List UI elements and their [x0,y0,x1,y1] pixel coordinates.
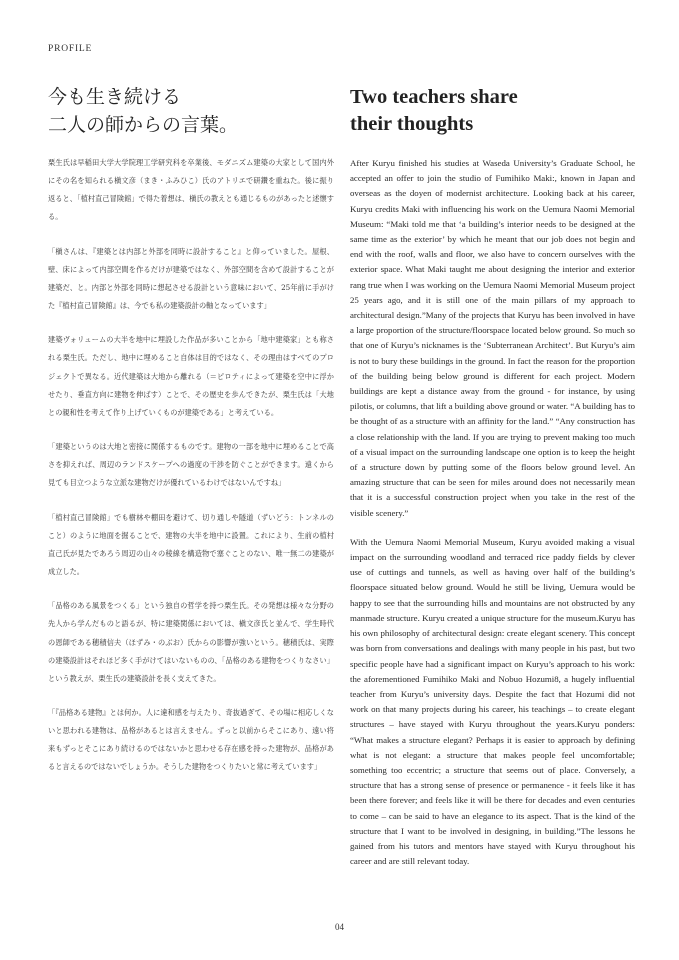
japanese-column [48,154,334,793]
page-number: 04 [335,922,344,932]
en-paragraph: After Kuryu finished his studies at Waseda University’s Graduate School, he accepted an offer to join the studio of Fumihiko Maki:, known in Japan and overseas as the doyen of modernist architecture. Looking back at his career, Kuryu credits Maki with influencing his work on the Uemura Naomi Memorial Museum: “Maki told me that ‘a building’s interior needs to be designed at the same time as the exterior’ by which he meant that our job does not begin and end with the roof, walls and floor, we also have to concern ourselves with the exterior space. What Maki taught me about designing the interior and exterior rang true when I was working on the Uemura Naomi Memorial Museum project 25 years ago, and it is still one of the main pillars of my approach to architectural design.”Many of the projects that Kuryu has been involved in have a large proportion of the structure/floorspace located below ground. So much so that one of Kuryu’s nicknames is the ‘Subterranean Architect’. But Kuryu’s aim is not to bury these buildings in the ground. In fact the reason for the proportion of the building being below ground is different for each project. Modern buildings are kept a distance away from the ground - for instance, by using pilotis, or columns, that lift a building above ground or water. “A building has to be thought of as a structure with an affinity for the land.” “Any construction has a close relationship with the land. If you are trying to prevent making too much of a visual impact on the surrounding landscape one option is to keep the height of a structure down by putting some of the floors below ground level. An amazing structure that can be seen for miles around does not necessarily mean that it is a successful construction project when you take in the rest of the visible scenery.” [350,158,635,518]
jp-paragraph: 「植村直己冒険館」でも樹林や棚田を避けて、切り通しや隧道（ずいどう：トンネルのこと）のように地面を掘ることで、建物の大半を地中に設置。これにより、生前の植村直己氏が見たであろう周辺の山々の稜線を構造物で塞ぐことのない、唯一無二の建築が成立した。 [48,512,334,576]
jp-paragraph: 「品格のある風景をつくる」という独自の哲学を持つ栗生氏。その発想は様々な分野の先人から学んだものと語るが、特に建築関係においては、槇文彦氏と並んで、学生時代の恩師である穂積信夫（ほずみ・のぶお）氏からの影響が強いという。穂積氏は、実際の建築設計はそれほど多く手がけてはいないものの、「品格のある建物をつくりなさい」という教えが、栗生氏の建築設計を長く支えてきた。 [48,601,334,683]
jp-paragraph: 「建築というのは大地と密接に関係するものです。建物の一部を地中に埋めることで高さを抑えれば、周辺のランドスケープへの過度の干渉を防ぐことができます。遠くから見ても目立つような立派な建物だけが優れているわけではないんですね」 [48,442,334,488]
jp-paragraph: 建築ヴォリュームの大半を地中に埋設した作品が多いことから「地中建築家」とも称される栗生氏。ただし、地中に埋めること自体は目的ではなく、その理由はすべてのプロジェクトで異なる。近代建築は大地から離れる（＝ピロティによって建築を空中に浮かせたり、垂直方向に建物を伸ばす）ことで、その歴史を歩んできたが、栗生氏は「大地との親和性を考えて作り上げていくものが建築である」と考えている。 [48,335,334,417]
jp-paragraph: 「槇さんは、『建築とは内部と外部を同時に設計すること』と仰っていました。屋根、壁、床によって内部空間を作るだけが建築ではなく、外部空間を含めて設計することが建築だ、と。内部と外部を同時に想起させる設計という意味において、25年前に手がけた『植村直己冒険館』は、今でも私の建築設計の軸となっています」 [48,246,334,310]
jp-paragraph: 「『品格ある建物』とは何か。人に違和感を与えたり、奇抜過ぎて、その場に相応しくないと思われる建物は、品格があるとは言えません。ずっと以前からそこにあり、遠い将来もずっとそこにあり続けるのではないかと思わせる存在感を持った建物が、品格があると言えるのではないでしょうか。そうした建物をつくりたいと常に考えています」 [48,708,334,772]
english-title: Two teachers share their thoughts [350,85,518,135]
english-column [350,156,635,883]
jp-paragraph: 栗生氏は早稲田大学大学院理工学研究科を卒業後、モダニズム建築の大家として国内外にその名を知られる槇文彦（まき・ふみひこ）氏のアトリエで研鑽を重ねた。後に振り返ると、「植村直己冒険館」で得た着想は、槇氏の教えとも通じるものがあったと述懐する。 [48,158,334,222]
japanese-title: 今も生き続ける 二人の師からの言葉。 [48,85,239,136]
en-paragraph: With the Uemura Naomi Memorial Museum, Kuryu avoided making a visual impact on the surrounding woodland and terraced rice paddy fields by clever use of cuttings and tunnels, as well as having over half of the building’s floorspace situated below ground. Would he still be living, Uemura would be happy to see that the surrounding hills and mountains are not obstructed by any manmade structure. Kuryu created a unique structure for the museum.Kuryu has his own philosophy of architectural design: create elegant scenery. This concept was born from conversations and dealings with many people in his past, but two specific people have had a significant impact on Kuryu’s approach to his work: the aforementioned Fumihiko Maki and Nobuo Hozumi8, a hugely influential teacher from Kuryu’s university days. Despite the fact that Hozumi did not work on that many projects during his career, his teachings – to create elegant structures – have stayed with Kuryu throughout the years.Kuryu ponders: “What makes a structure elegant? Perhaps it is easier to approach by defining what is not elegant: a structure that makes people feel uncomfortable; something too eccentric; a structure that seems out of place. Conversely, a structure that has a strong sense of presence or permanence - it feels like it has been there forever; and feels like it will be there for decades and even centuries to come – can be said to have an elegance to its aspect. That is the kind of the structure that I want to be involved in designing, in building.”The lessons he gained from his tutors and mentors have stayed with Kuryu throughout his career and are still relevant today. [350,536,635,867]
section-label: PROFILE [48,44,93,54]
